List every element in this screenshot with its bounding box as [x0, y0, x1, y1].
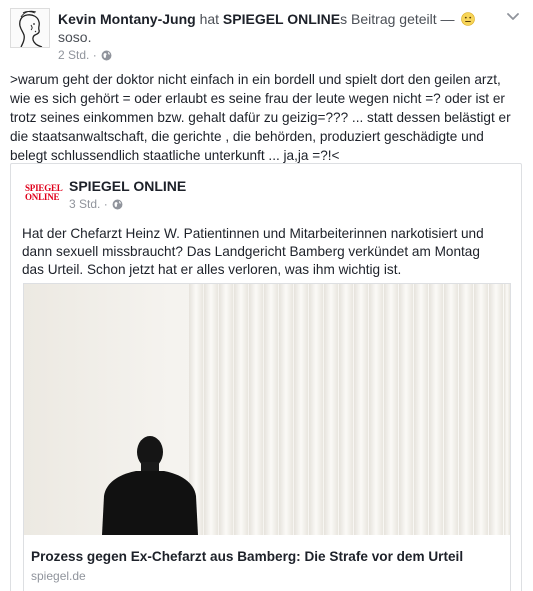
avatar-sketch-icon — [11, 9, 50, 48]
globe-icon[interactable] — [101, 50, 112, 61]
post-text-line: wie es sich gehört = oder erlaubt es seine frau der leute wegen nicht =? oder ist er — [10, 91, 505, 106]
post-text-line: trotz seines einkommen bzw. gehalt dafür zu geizig=??? ... statt dessen belästigt er — [10, 110, 511, 125]
logo-line-1: SPIEGEL — [25, 183, 63, 193]
shared-page-link[interactable]: SPIEGEL ONLINE — [222, 11, 341, 27]
link-title[interactable]: Prozess gegen Ex-Chefarzt aus Bamberg: Die Strafe vor dem Urteil — [31, 549, 464, 564]
post-header — [10, 8, 525, 60]
shared-post-text — [22, 225, 512, 279]
link-preview[interactable] — [23, 283, 511, 591]
post-timestamp — [58, 48, 498, 62]
avatar[interactable] — [10, 8, 50, 48]
post-meta — [58, 10, 498, 62]
shared-post-card — [10, 163, 522, 591]
post-text-line: >warum geht der doktor nicht einfach in ein bordell und spielt dort den geilen arzt, — [10, 72, 501, 87]
spiegel-online-logo[interactable] — [25, 184, 61, 206]
article-photo — [24, 284, 510, 535]
link-domain: spiegel.de — [31, 569, 86, 583]
shared-text-line: dann sexuell missbraucht? Das Landgericht Bamberg verkündet am Montag — [22, 244, 480, 259]
shared-time[interactable]: 3 Std. · — [69, 197, 108, 211]
vertical-blinds — [189, 284, 510, 535]
shared-text-line: Hat der Chefarzt Heinz W. Patientinnen und Mitarbeiterinnen narkotisiert und — [22, 226, 484, 241]
globe-icon[interactable] — [112, 199, 123, 210]
post-text-line: belegt schlussendlich staatliche unterkunft ... ja,ja =?!< — [10, 148, 340, 163]
shared-page-name[interactable]: SPIEGEL ONLINE — [69, 178, 187, 194]
share-verb: hat — [199, 11, 220, 27]
post-text-line: die staatsanwaltschaft, die gerichte , die behörden, produziert geschädigte und — [10, 129, 484, 144]
chevron-down-icon[interactable] — [505, 8, 521, 24]
neutral-face-emoji-icon — [461, 12, 475, 26]
share-suffix: s Beitrag geteilt — — [340, 11, 455, 27]
post-time[interactable]: 2 Std. · — [58, 48, 97, 62]
logo-line-2: ONLINE — [25, 192, 60, 202]
shared-timestamp — [69, 197, 123, 211]
post-body-text — [10, 70, 525, 165]
author-name[interactable]: Kevin Montany-Jung — [58, 11, 196, 27]
link-preview-image[interactable] — [24, 284, 510, 535]
feeling-text: soso. — [58, 29, 92, 45]
author-line — [58, 10, 498, 28]
shared-text-line: das Urteil. Schon jetzt hat er alles verloren, was ihm wichtig ist. — [22, 262, 402, 277]
